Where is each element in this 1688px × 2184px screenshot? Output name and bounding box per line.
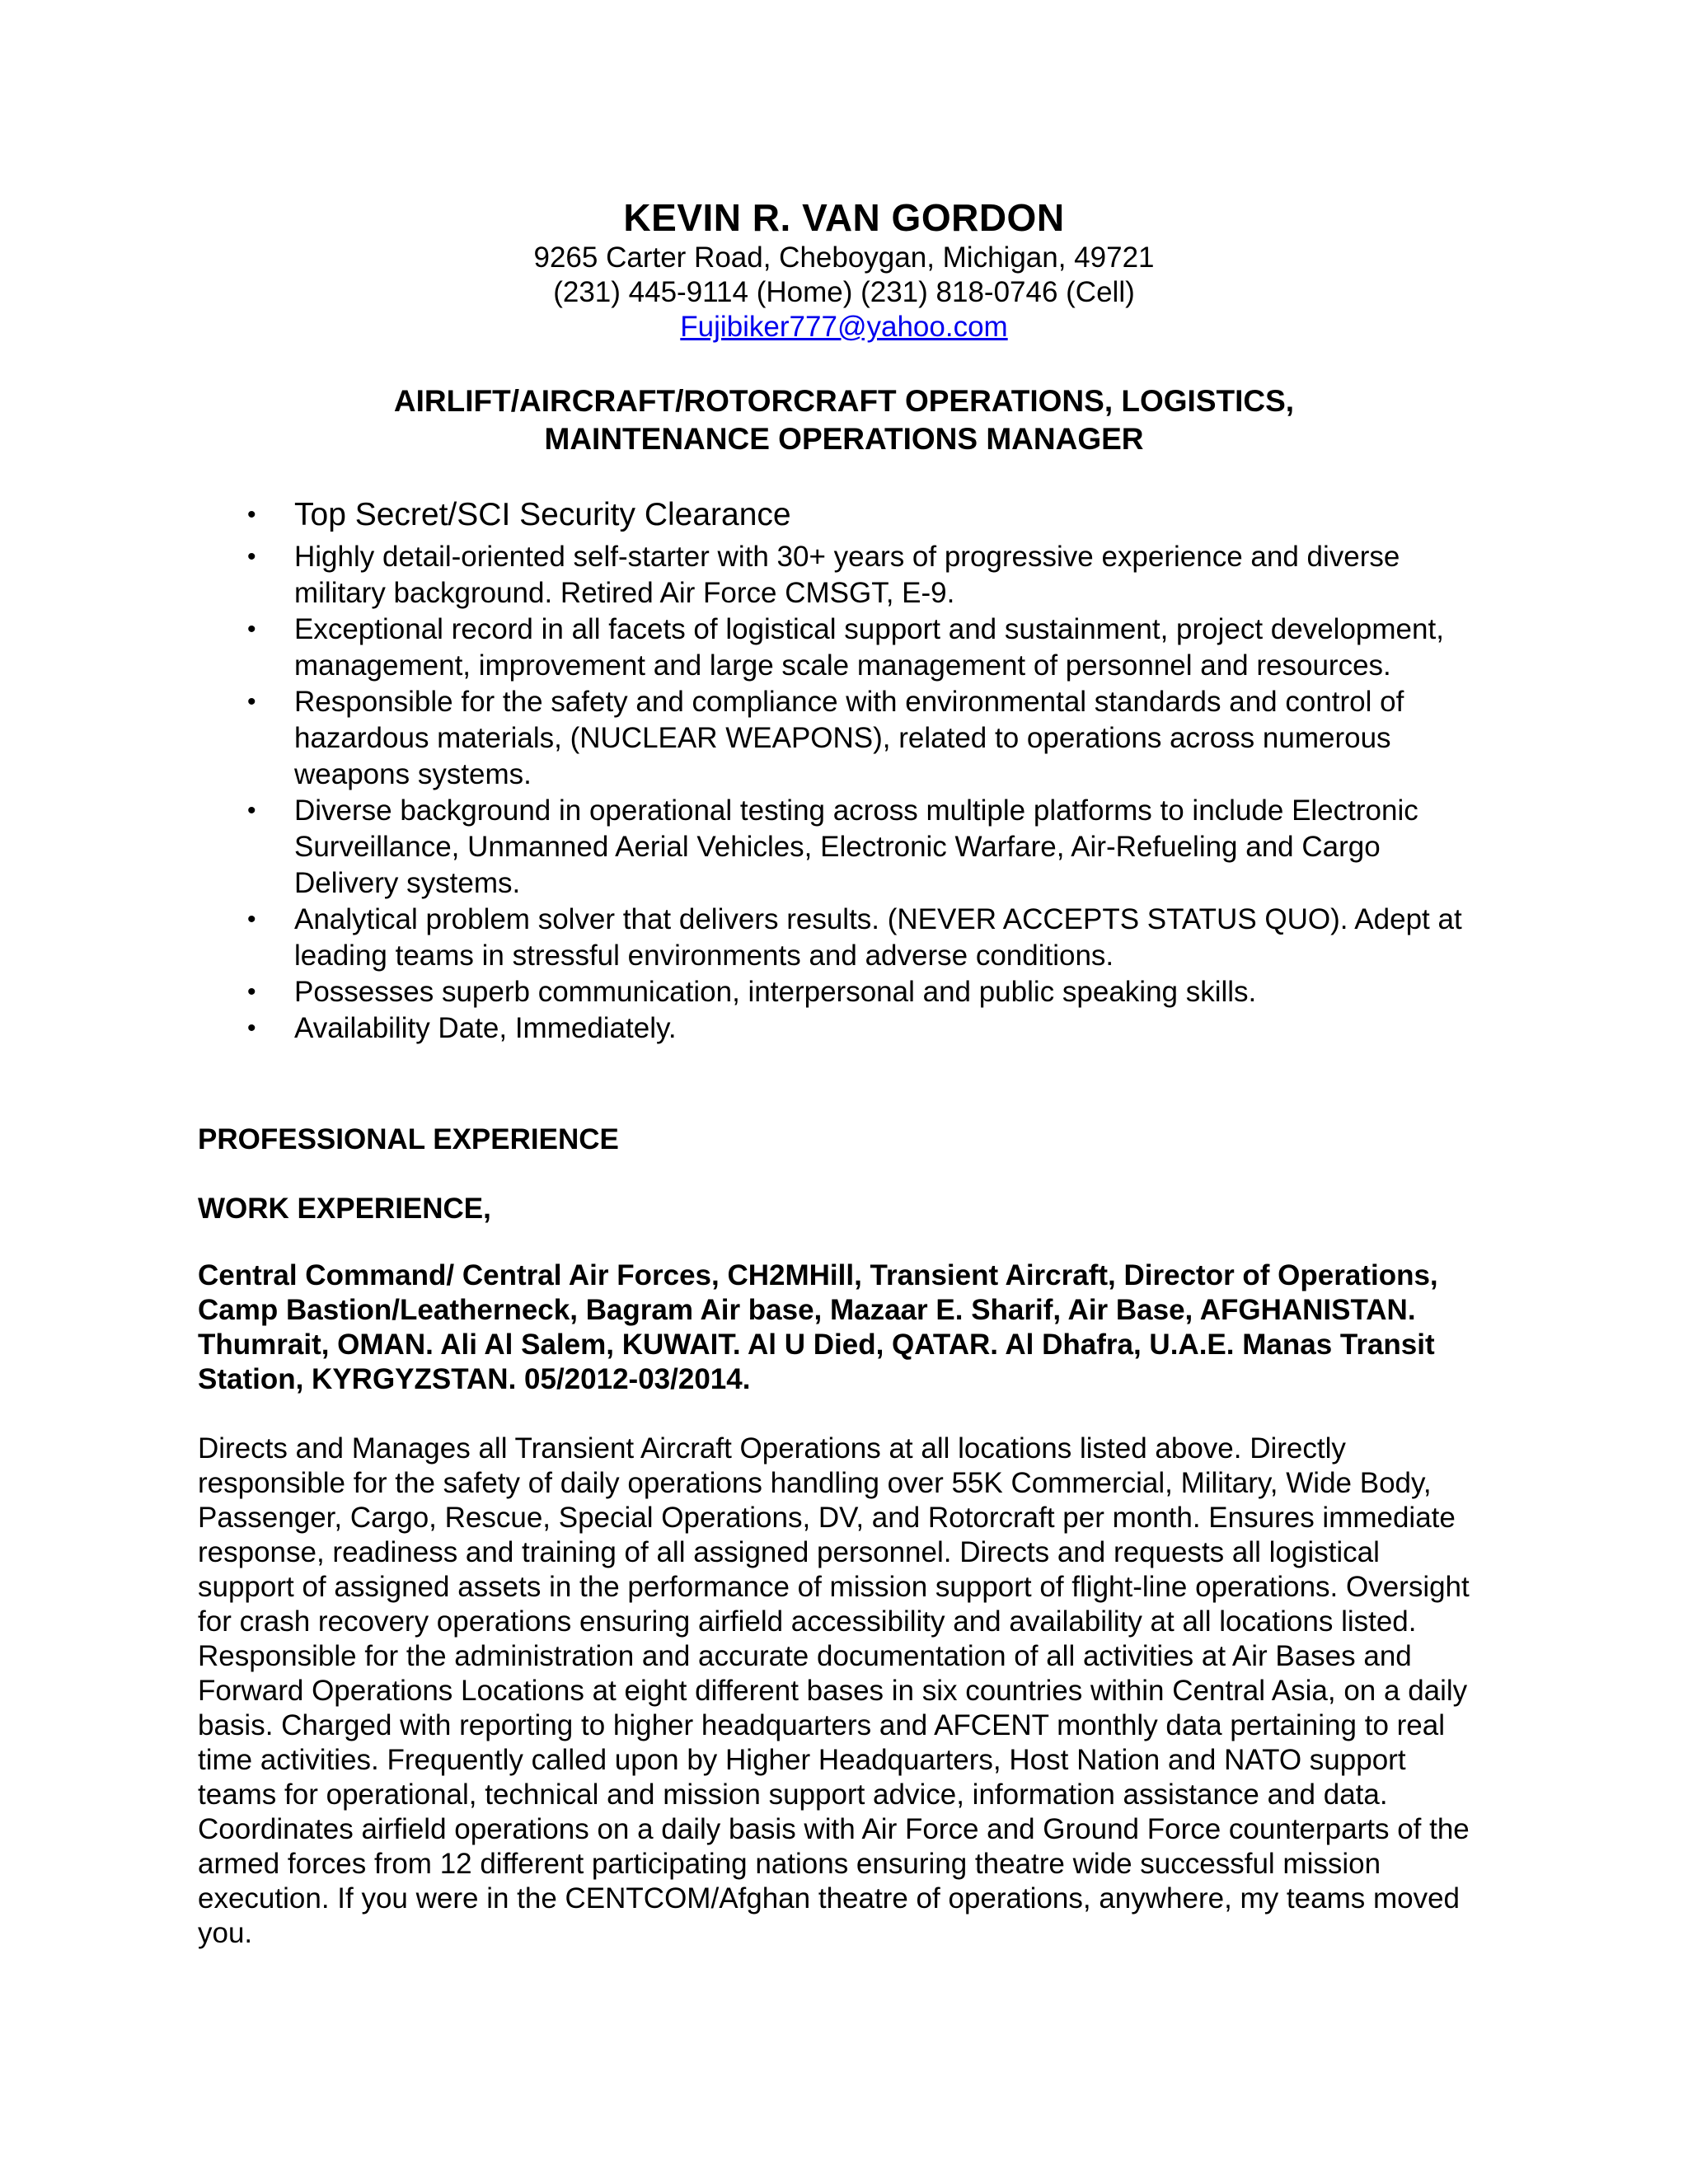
bullet-icon: • [247, 616, 256, 643]
summary-bullet [198, 539, 1484, 612]
bullet-icon: • [247, 978, 256, 1005]
summary-bullet [198, 974, 1484, 1010]
summary-bullet-text: Top Secret/SCI Security Clearance [294, 497, 791, 532]
summary-bullet-text: Possesses superb communication, interpersonal and public speaking skills. [294, 976, 1257, 1008]
summary-bullet-text: Diverse background in operational testing across multiple platforms to include Electronic Surveillance, Unmanned Aerial Vehicles, Electronic Warfare, Air-Refueling and Cargo Delivery systems. [294, 794, 1418, 899]
contact-email-line [0, 310, 1688, 344]
job-description: Directs and Manages all Transient Aircraft Operations at all locations listed above. Directly responsible for the safety of daily operations handling over 55K Commercial, Military, Wide Body, Passenger, Cargo, Rescue, Special Operations, DV, and Rotorcraft per month. Ensures immediate response, readiness and training of all assigned personnel. Directs and requests all logistical support of assigned assets in the performance of mission support of flight-line operations. Oversight for crash recovery operations ensuring airfield accessibility and availability at all locations listed. Responsible for the administration and accurate documentation of all activities at Air Bases and Forward Operations Locations at eight different bases in six countries within Central Asia, on a daily basis. Charged with reporting to higher headquarters and AFCENT monthly data pertaining to real time activities. Frequently called upon by Higher Headquarters, Host Nation and NATO support teams for operational, technical and mission support advice, information assistance and data. Coordinates airfield operations on a daily basis with Air Force and Ground Force counterparts of the armed forces from 12 different participating nations ensuring theatre wide successful mission execution. If you were in the CENTCOM/Afghan theatre of operations, anywhere, my teams moved you. [198, 1432, 1470, 1949]
summary-bullet-text: Analytical problem solver that delivers results. (NEVER ACCEPTS STATUS QUO). Adept at leading teams in stressful environments and adverse conditions. [294, 903, 1462, 972]
bullet-icon: • [247, 1015, 256, 1042]
candidate-name: KEVIN R. VAN GORDON [623, 196, 1065, 239]
bullet-icon: • [247, 688, 256, 715]
email-link[interactable]: Fujibiker777@yahoo.com [680, 311, 1008, 343]
headline-line-1: AIRLIFT/AIRCRAFT/ROTORCRAFT OPERATIONS, LOGISTICS, [393, 384, 1295, 418]
summary-bullet [198, 793, 1484, 902]
bullet-icon: • [247, 543, 256, 570]
summary-bullet-list [198, 493, 1484, 1047]
contact-address: 9265 Carter Road, Cheboygan, Michigan, 49721 [533, 241, 1155, 274]
summary-bullet-text: Highly detail-oriented self-starter with 30+ years of progressive experience and diverse military background. Retired Air Force CMSGT, E-9. [294, 541, 1400, 609]
headline-line-2: MAINTENANCE OPERATIONS MANAGER [544, 422, 1144, 456]
contact-phone: (231) 445-9114 (Home) (231) 818-0746 (Cell) [553, 276, 1135, 308]
summary-bullet [198, 902, 1484, 974]
summary-bullet-text: Exceptional record in all facets of logistical support and sustainment, project development, management, improvement and large scale management of personnel and resources. [294, 613, 1444, 682]
section-title-work-experience: WORK EXPERIENCE, [198, 1193, 491, 1225]
summary-bullet [198, 1010, 1484, 1047]
bullet-icon: • [247, 906, 256, 933]
summary-bullet [198, 684, 1484, 793]
bullet-icon: • [247, 501, 256, 528]
summary-bullet-text: Responsible for the safety and compliance with environmental standards and control of hazardous materials, (NUCLEAR WEAPONS), related to operations across numerous weapons systems. [294, 686, 1404, 790]
summary-bullet-text: Availability Date, Immediately. [294, 1012, 677, 1044]
job-heading: Central Command/ Central Air Forces, CH2MHill, Transient Aircraft, Director of Operations, Camp Bastion/Leatherneck, Bagram Air base, Mazaar E. Sharif, Air Base, AFGHANISTAN. Thumrait, OMAN. Ali Al Salem, KUWAIT. Al U Died, QATAR. Al Dhafra, U.A.E. Manas Transit Station, KYRGYZSTAN. 05/2012-03/2014. [198, 1259, 1438, 1395]
summary-bullet [198, 612, 1484, 684]
bullet-icon: • [247, 797, 256, 824]
section-title-professional-experience: PROFESSIONAL EXPERIENCE [198, 1123, 619, 1155]
summary-bullet [198, 493, 1484, 537]
